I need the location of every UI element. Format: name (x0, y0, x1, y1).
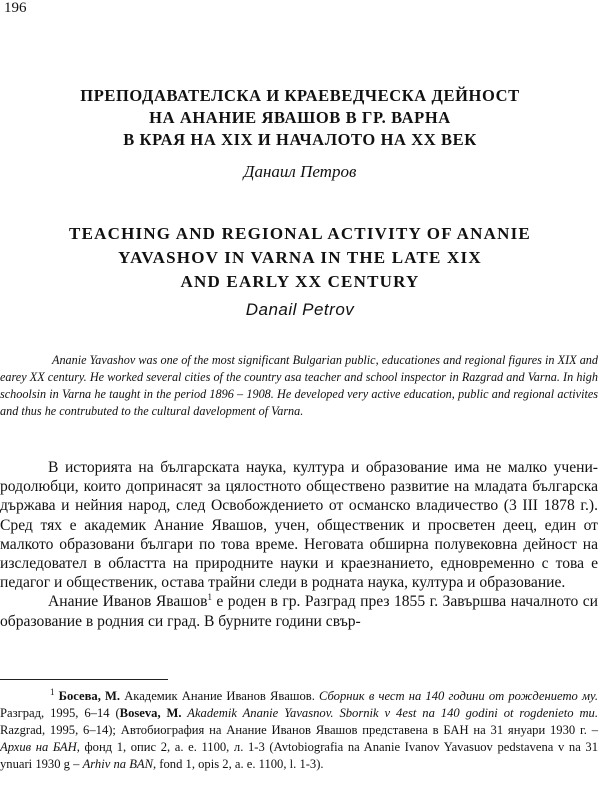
title-bulgarian-line-3: В КРАЯ НА XIX И НАЧАЛОТО НА XX ВЕК (123, 130, 477, 149)
title-bulgarian-line-2: НА АНАНИЕ ЯВАШОВ В ГР. ВАРНА (149, 108, 451, 127)
title-english-line-2: YAVASHOV IN VARNA IN THE LATE XIX (118, 248, 482, 267)
footnote-author-2: Boseva, M. (119, 706, 182, 720)
page-number: 196 (4, 0, 27, 16)
footnote-text-5: , fond 1, opis 2, a. e. 1100, l. 1-3). (153, 757, 324, 771)
title-bulgarian-line-1: ПРЕПОДАВАТЕЛСКА И КРАЕВЕДЧЕСКА ДЕЙНОСТ (80, 86, 520, 105)
footnote-text-4: , фонд 1, опис 2, а. е. 1100, л. 1-3 (Avtobiografia na Ananie Ivanov Yavasuov pedstavena v na 31 ynuari 1930 g – (0, 740, 598, 771)
abstract-text: Ananie Yavashov was one of the most significant Bulgarian public, educationes and regional figures in XIX and earey XX century. He worked several cities of the country asa teacher and school inspector in Razgrad and Varna. In high schoolsin in Varna he taught in the period 1896 – 1908. He developed very active education, public and regional activites and thus he contrubuted to the cultural davelopment of Varna. (0, 353, 598, 418)
author-bulgarian: Данаил Петров (243, 162, 357, 181)
footnote (0, 688, 598, 773)
title-english-line-3: AND EARLY XX CENTURY (180, 272, 420, 291)
title-bulgarian (0, 85, 600, 151)
body-paragraph-1: В историята на българската наука, култура и образование има не малко учени-родолюбци, които допринасят за цялостното обществено развитие на младата българска държава и нейния народ, след Освобождението от османско владичество (3 III 1878 г.). Сред тях е академик Анание Явашов, учен, общественик и просветен деец, един от малкото образовани българи по това време. Неговата обширна полувековна дейност на изследовател в областта на природните науки и краезнанието, едновременно с това е педагог и общественик, остава трайни следи в родната наука, култура и образование. (0, 459, 598, 592)
footnote-text-1: Академик Анание Иванов Явашов. (120, 689, 320, 703)
footnote-italic-1: Сборник в чест на 140 години от рождението му. (319, 689, 598, 703)
footnote-italic-4: Arhiv na BAN (82, 757, 153, 771)
footnote-divider (0, 679, 168, 680)
footnote-reference: 1 (207, 592, 212, 603)
title-english (0, 222, 600, 294)
footnote-author-1: Босева, М. (58, 689, 121, 703)
abstract (0, 352, 598, 420)
title-english-line-1: TEACHING AND REGIONAL ACTIVITY OF ANANIE (69, 224, 531, 243)
footnote-marker: 1 (50, 686, 55, 697)
body-paragraph-2 (0, 592, 598, 630)
footnote-text-3: Razgrad, 1995, 6–14); Автобиография на Анание Иванов Явашов представена в БАН на 31 януари 1930 г. – (0, 723, 598, 737)
footnote-text (0, 688, 598, 773)
body-paragraph-2-start: Анание Иванов Явашов (48, 593, 208, 611)
footnote-italic-2: Akademik Ananie Yavasnov. Sbornik v 4est na 140 godini ot rogdenieto mu. (181, 706, 598, 720)
author-english: Danail Petrov (245, 300, 355, 319)
footnote-italic-3: Архив на БАН (0, 740, 77, 754)
footnote-text-2: Разград, 1995, 6–14 ( (0, 706, 120, 720)
body-paragraph-2-end: е роден в гр. Разград през 1855 г. Завършва началното си образование в родния си град. В бурните години свър- (0, 593, 598, 630)
body-text (0, 458, 598, 631)
